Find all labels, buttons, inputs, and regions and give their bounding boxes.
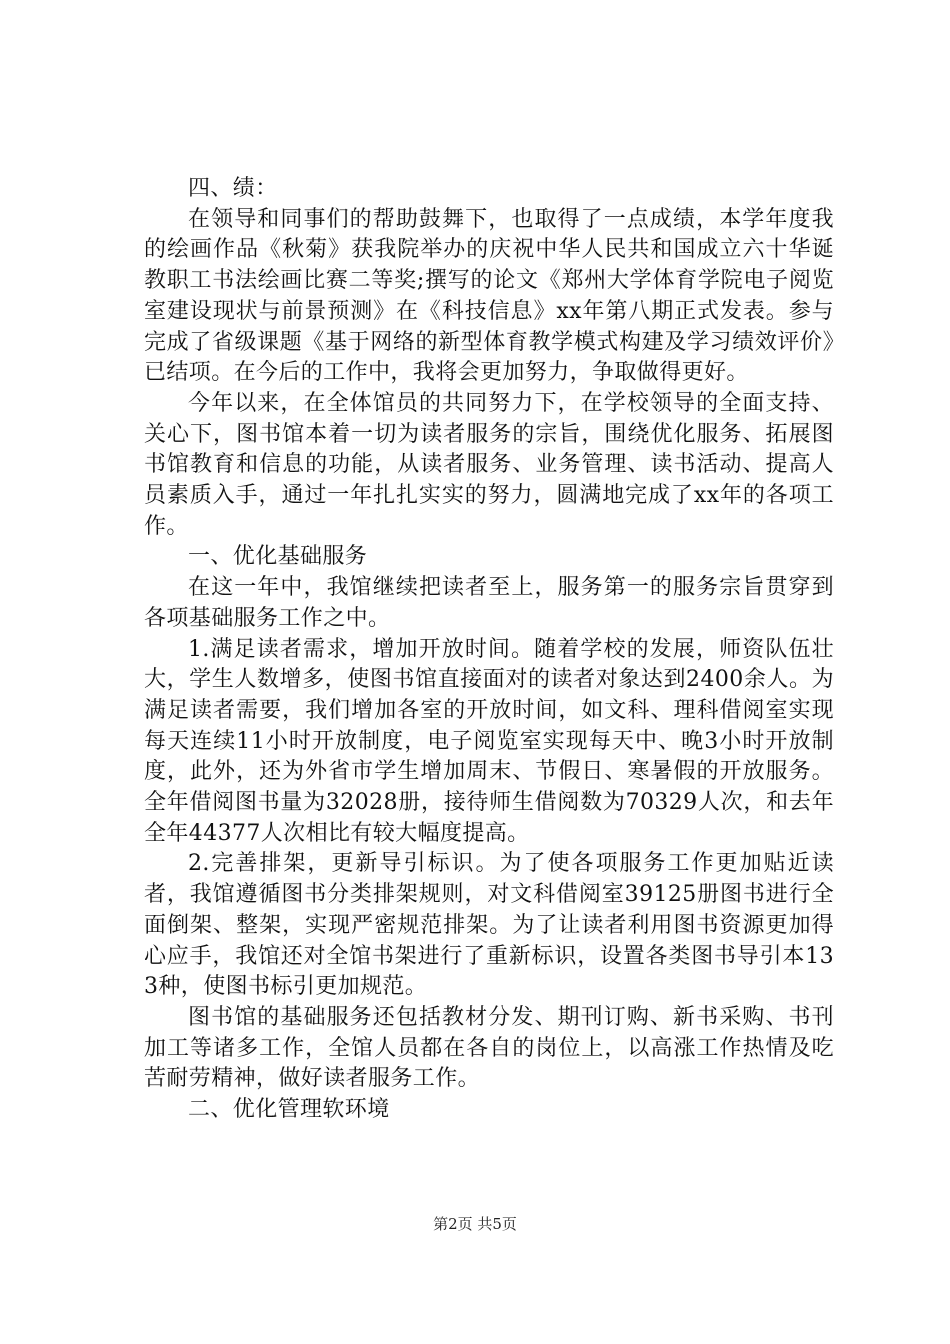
paragraph-achievements: 在领导和同事们的帮助鼓舞下，也取得了一点成绩，本学年度我的绘画作品《秋菊》获我院举办的庆祝中华人民共和国成立六十华诞教职工书法绘画比赛二等奖;撰写的论文《郑州大学体育学院电子阅览室建设现状与前景预测》在《科技信息》xx年第八期正式发表。参与完成了省级课题《基于网络的新型体育教学模式构建及学习绩效评价》已结项。在今后的工作中，我将会更加努力，争取做得更好。	[144, 206, 834, 386]
paragraph-shelving: 2.完善排架，更新导引标识。为了使各项服务工作更加贴近读者，我馆遵循图书分类排架规则，对文科借阅室39125册图书进行全面倒架、整架，实现严密规范排架。为了让读者利用图书资源更加得心应手，我馆还对全馆书架进行了重新标识，设置各类图书导引本133种，使图书标引更加规范。	[144, 851, 834, 1000]
section-heading-management: 二、优化管理软环境	[188, 1097, 390, 1123]
section-heading-basic-services: 一、优化基础服务	[188, 544, 368, 570]
paragraph-service-principle: 在这一年中，我馆继续把读者至上，服务第一的服务宗旨贯穿到各项基础服务工作之中。	[144, 575, 834, 631]
paragraph-other-services: 图书馆的基础服务还包括教材分发、期刊订购、新书采购、书刊加工等诸多工作，全馆人员都在各自的岗位上，以高涨工作热情及吃苦耐劳精神，做好读者服务工作。	[144, 1004, 834, 1092]
paragraph-opening-hours: 1.满足读者需求，增加开放时间。随着学校的发展，师资队伍壮大，学生人数增多，使图书馆直接面对的读者对象达到2400余人。为满足读者需要，我们增加各室的开放时间，如文科、理科借阅室实现每天连续11小时开放制度，电子阅览室实现每天中、晚3小时开放制度，此外，还为外省市学生增加周末、节假日、寒暑假的开放服务。全年借阅图书量为32028册，接待师生借阅数为70329人次，和去年全年44377人次相比有较大幅度提高。	[144, 636, 834, 846]
paragraph-library-overview: 今年以来，在全体馆员的共同努力下，在学校领导的全面支持、关心下，图书馆本着一切为读者服务的宗旨，围绕优化服务、拓展图书馆教育和信息的功能，从读者服务、业务管理、读书活动、提高人员素质入手，通过一年扎扎实实的努力，圆满地完成了xx年的各项工作。	[144, 390, 834, 539]
section-heading-achievements: 四、绩：	[188, 176, 278, 201]
document-body	[144, 174, 834, 1126]
page-number-footer: 第2页 共5页	[433, 1215, 517, 1233]
